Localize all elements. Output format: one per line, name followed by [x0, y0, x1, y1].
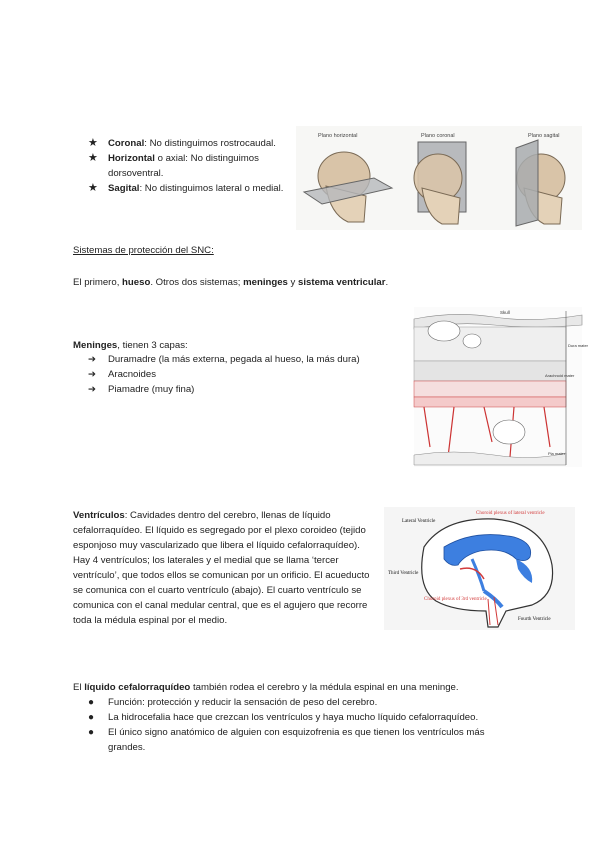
arrow-right-icon: ➔ [88, 384, 97, 395]
list-item: ● La hidrocefalia hace que crezcan los ventrículos y haya mucho líquido cefalorraquídeo. [88, 712, 479, 723]
ventricles-figure [384, 507, 575, 630]
bullet-icon: ● [88, 697, 95, 708]
list-item: ➔ Piamadre (muy fina) [88, 384, 195, 395]
section-heading: Sistemas de protección del SNC: [73, 245, 214, 256]
list-item: ➔ Duramadre (la más externa, pegada al hueso, la más dura) [88, 354, 360, 365]
figure-label: Plano sagital [528, 133, 560, 139]
star-icon: ★ [88, 182, 98, 194]
list-item: ● El único signo anatómico de alguien con esquizofrenia es que tienen los ventrículos más grandes. [88, 727, 485, 753]
csf-list [88, 695, 508, 755]
figure-label: Fourth Ventricle [518, 617, 551, 622]
ventricles-paragraph: Ventrículos: Cavidades dentro del cerebro, llenas de líquido cefalorraquídeo. El líquido es segregado por el plexo coroideo (tejido esponjoso muy vascularizado que libera el líquido cefalorraquídeo). Hay 4 ventrículos; los laterales y el medial que se llama ‘tercer ventrículo’, que todos ellos se comunican por un orificio. El acueducto se comunica con el cuarto ventrículo (abajo). El cuarto ventrículo se comunica con el canal medular central, que es el agujero que recorre toda la médula espinal por el medio. [73, 510, 370, 626]
planes-list [88, 136, 293, 196]
figure-label: Choroid plexus of lateral ventricle [476, 511, 545, 516]
bullet-icon: ● [88, 727, 95, 738]
figure-label: Third Ventricle [388, 571, 419, 576]
figure-label: Arachnoid mater [545, 373, 575, 378]
bullet-icon: ● [88, 712, 95, 723]
figure-label: Lateral Ventricle [402, 519, 436, 524]
arrow-right-icon: ➔ [88, 369, 97, 380]
figure-label: Skull [500, 310, 510, 315]
figure-label: Pia mater [548, 451, 566, 456]
figure-label: Choroid plexus of 3rd ventricle [424, 597, 487, 602]
csf-intro: El líquido cefalorraquídeo también rodea el cerebro y la médula espinal en una meninge. [73, 682, 459, 693]
list-item: ➔ Aracnoides [88, 369, 156, 380]
meninges-title: Meninges, tienen 3 capas: [73, 340, 188, 351]
star-icon: ★ [88, 152, 98, 164]
figure-label: Plano coronal [421, 133, 455, 139]
meninges-list [88, 352, 408, 397]
list-item: ★ Sagital: No distinguimos lateral o medial. [88, 182, 284, 194]
brain-planes-figure [296, 126, 582, 230]
star-icon: ★ [88, 137, 98, 149]
list-item: ★ Horizontal o axial: No distinguimos dorsoventral. [88, 152, 259, 179]
list-item: ● Función: protección y reducir la sensación de peso del cerebro. [88, 697, 378, 708]
snc-intro: El primero, hueso. Otros dos sistemas; meninges y sistema ventricular. [73, 277, 389, 288]
arrow-right-icon: ➔ [88, 354, 97, 365]
figure-label: Dura mater [568, 343, 589, 348]
figure-label: Plano horizontal [318, 133, 358, 139]
list-item: ★ Coronal: No distinguimos rostrocaudal. [88, 137, 276, 149]
meninges-figure [414, 307, 589, 467]
